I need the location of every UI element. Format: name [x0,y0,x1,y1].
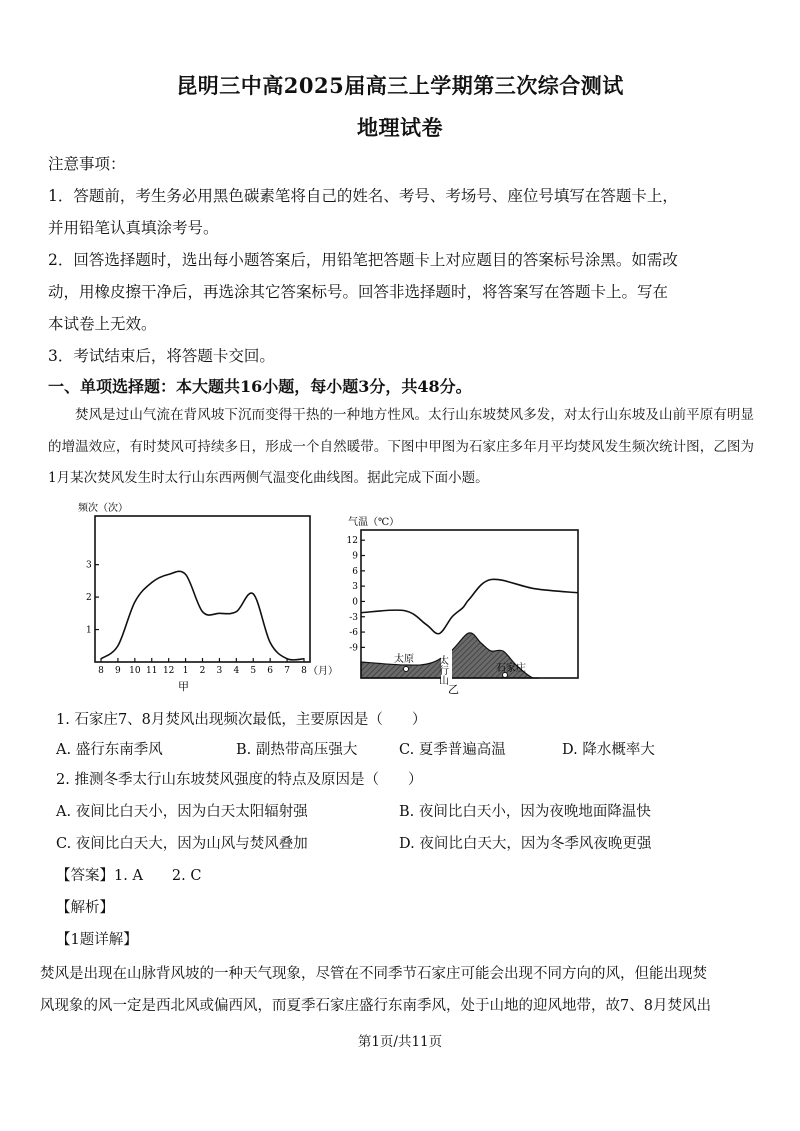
x-tick-label: 11 [146,666,158,676]
y-tick-label: 2 [86,593,92,604]
y-tick-label: -9 [349,643,358,654]
notice-item: 3．考试结束后，将答题卡交回。 [48,347,275,365]
x-tick-label: 2 [199,666,206,676]
question-1-option-d[interactable]: D. 降水概率大 [562,742,655,758]
y-tick-label: 1 [86,625,92,636]
chart-jia-title: 甲 [178,680,189,693]
question-2-option-b[interactable]: B. 夜间比白天小，因为夜晚地面降温快 [399,804,651,820]
analysis-heading: 【解析】 [56,900,114,916]
notice-item: 1．答题前，考生务必用黑色碳素笔将自己的姓名、考号、考场号、座位号填写在答题卡上， [48,187,678,205]
chart-jia-xlabel: （月） [308,666,338,677]
chart-yi-ylabel: 气温（℃） [348,517,400,528]
y-tick-label: 9 [352,551,358,562]
question-1-option-a[interactable]: A. 盛行东南季风 [56,742,163,758]
y-tick-label: 12 [346,536,358,547]
y-tick-label: -3 [349,612,358,623]
x-tick-label: 12 [162,666,175,676]
x-tick-label: 1 [182,666,189,676]
chart-jia-frame [95,516,310,662]
question-2-option-a[interactable]: A. 夜间比白天小，因为白天太阳辐射强 [56,804,308,820]
chart-jia-line [101,571,304,660]
question-1-option-b[interactable]: B. 副热带高压强大 [236,742,358,758]
notice-item: 2．回答选择题时，选出每小题答案后，用铅笔把答题卡上对应题目的答案标号涂黑。如需改 [48,251,678,269]
notice-item: 本试卷上无效。 [48,315,157,333]
question-2-option-c[interactable]: C. 夜间比白天大，因为山风与焚风叠加 [56,836,308,852]
page-number: 第1页/共11页 [357,1034,443,1050]
x-tick-label: 4 [233,666,240,676]
x-tick-label: 8 [98,666,104,676]
detail-line: 焚风是出现在山脉背风坡的一种天气现象，尽管在不同季节石家庄可能会出现不同方向的风，但能出现焚 [40,966,707,982]
section-heading: 一、单项选择题：本大题共16小题，每小题3分，共48分。 [48,377,472,396]
question-1-stem: 1. 石家庄7、8月焚风出现频次最低，主要原因是（ ） [56,712,427,728]
x-tick-label: 10 [129,666,141,676]
taihang-label: 太行山 [436,655,448,685]
question-stem-paragraph: 焚风是过山气流在背风坡下沉而变得干热的一种地方性风。太行山东坡焚风多发，对太行山东坡及山前平原有明显的增温效应，有时焚风可持续多日，形成一个自然暖带。下图中甲图为石家庄多年月平均焚风发生频次统计图，乙图为1月某次焚风发生时太行山东西两侧气温变化曲线图。据此完成下面小题。 [48,407,754,486]
exam-subject: 地理试卷 [357,115,443,140]
y-tick-label: -6 [349,628,358,639]
detail-heading: 【1题详解】 [56,932,138,948]
notice-heading: 注意事项： [48,155,126,173]
answer-key: 【答案】1. A 2. C [56,868,202,884]
question-1-option-c[interactable]: C. 夏季普遍高温 [399,742,506,758]
detail-line: 风现象的风一定是西北风或偏西风，而夏季石家庄盛行东南季风，处于山地的迎风地带，故7、8月焚风出 [40,998,711,1014]
notice-item: 动，用橡皮擦干净后，再选涂其它答案标号。回答非选择题时，将答案写在答题卡上。写在 [48,283,669,301]
y-tick-label: 0 [352,597,358,608]
x-tick-label: 6 [267,666,274,676]
y-tick-label: 3 [352,582,358,593]
chart-yi-title: 乙 [448,683,459,696]
x-tick-label: 3 [216,666,223,676]
chart-jia [70,498,338,698]
exam-title: 昆明三中高2025届高三上学期第三次综合测试 [176,73,624,98]
chart-yi [340,505,600,700]
question-2-option-d[interactable]: D. 夜间比白天大，因为冬季风夜晚更强 [399,836,652,852]
taiyuan-label: 太原 [394,654,414,665]
x-tick-label: 9 [115,666,121,676]
question-2-stem: 2. 推测冬季太行山东坡焚风强度的特点及原因是（ ） [56,772,423,788]
y-tick-label: 6 [352,566,358,577]
shijiazhuang-label: 石家庄 [496,663,526,674]
x-tick-label: 5 [250,666,257,676]
x-tick-label: 8 [301,666,307,676]
taiyuan-marker [404,667,409,672]
notice-item: 并用铅笔认真填涂考号。 [48,219,219,237]
chart-jia-ylabel: 频次（次） [78,503,128,514]
chart-yi-temperature-line [361,579,578,633]
x-tick-label: 7 [284,666,290,676]
y-tick-label: 3 [86,560,92,571]
